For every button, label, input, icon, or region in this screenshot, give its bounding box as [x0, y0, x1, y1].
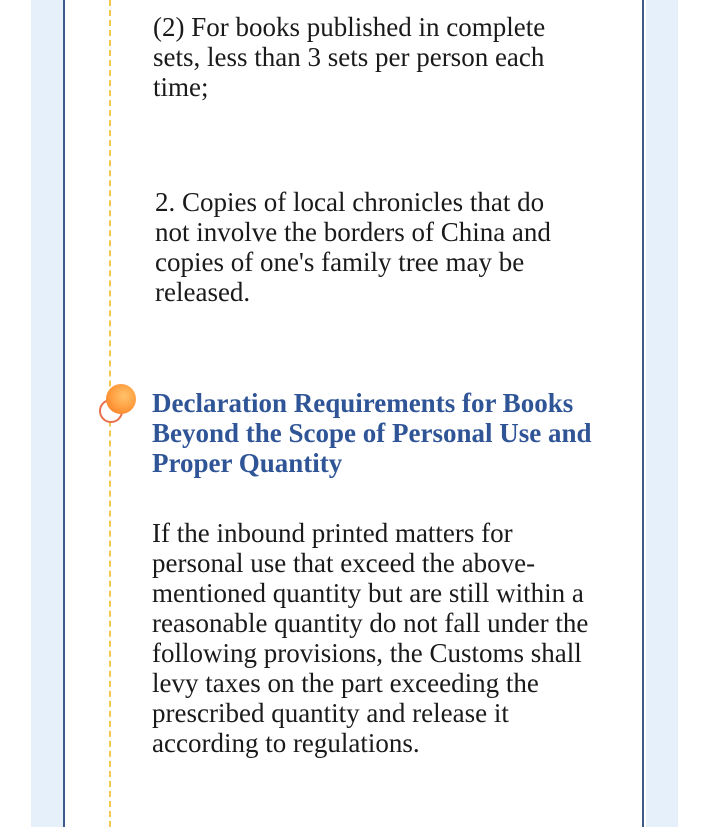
marker-dot-icon — [106, 384, 136, 414]
left-side-band — [31, 0, 63, 827]
section-body: If the inbound printed matters for personal use that exceed the above-mentioned quantity but are still within a reasonable quantity do not fall under the following provisions, the Customs shall levy taxes on the part exceeding the prescribed quantity and release it according to regulations. — [152, 518, 589, 758]
right-side-band — [646, 0, 678, 827]
section-heading: Declaration Requirements for Books Beyond the Scope of Personal Use and Proper Quantity — [152, 388, 592, 478]
list-item-2: (2) For books published in complete sets, less than 3 sets per person each time; — [153, 12, 546, 102]
paragraph-point-2: 2. Copies of local chronicles that do not involve the borders of China and copies of one's family tree may be released. — [155, 187, 551, 307]
timeline-marker-icon — [96, 382, 142, 428]
